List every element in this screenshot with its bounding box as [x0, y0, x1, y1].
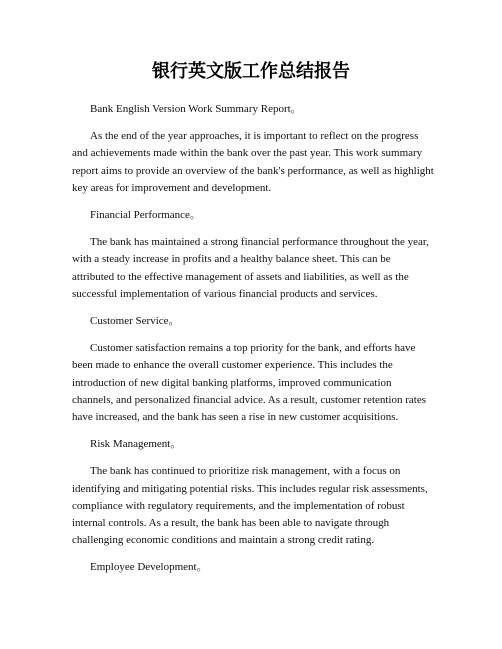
paragraph-report-heading: Bank English Version Work Summary Report。 — [90, 103, 302, 115]
paragraph-customer-service: Customer satisfaction remains a top priority for the bank, and efforts have been made to enhance the overall customer experience. This includes the introduction of new digital banking platforms, improved communication channels, and personalized financial advice. As a result, customer retention rates have increased, and the bank has seen a rise in new customer acquisitions. — [72, 342, 427, 424]
document-title: 银行英文版工作总结报告 — [152, 61, 350, 82]
paragraph-risk-management: The bank has continued to prioritize risk management, with a focus on identifying and mitigating potential risks. This includes regular risk assessments, compliance with regulatory requirements, and the implementation of robust internal controls. As a result, the bank has been able to navigate through challenging economic conditions and maintain a strong credit rating. — [72, 465, 428, 547]
paragraph-financial-performance: The bank has maintained a strong financial performance throughout the year, with a steady increase in profits and a healthy balance sheet. This can be attributed to the effective management of assets and liabilities, as well as the successful implementation of various financial products and services. — [72, 236, 429, 300]
section-heading-customer-service: Customer Service。 — [90, 315, 180, 328]
section-heading-employee-development: Employee Development。 — [90, 561, 208, 574]
paragraph-intro: As the end of the year approaches, it is important to reflect on the progress and achievements made within the bank over the past year. This work summary report aims to provide an overview of the bank's performance, as well as highlight key areas for improvement and development. — [72, 130, 434, 194]
section-heading-financial-performance: Financial Performance。 — [90, 209, 201, 222]
document-body — [72, 101, 434, 587]
section-heading-risk-management: Risk Management。 — [90, 438, 182, 451]
